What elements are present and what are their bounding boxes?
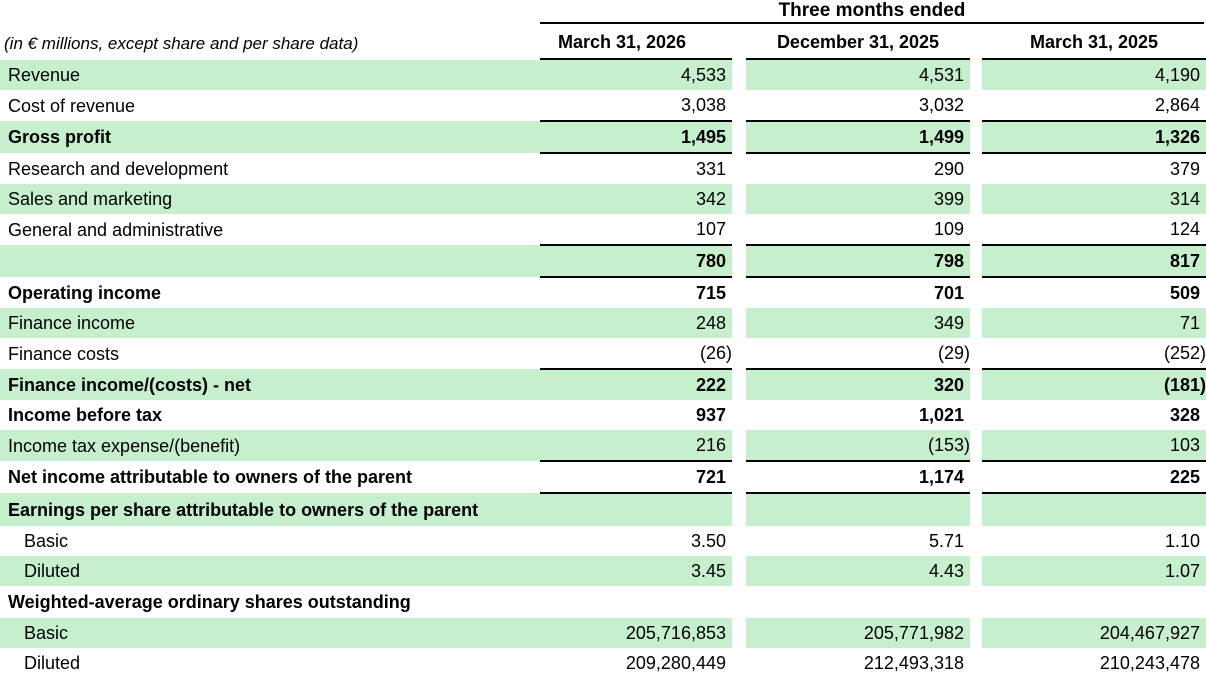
- value-cell: 210,243,478: [1099, 653, 1200, 673]
- value-cell: 342: [540, 184, 732, 214]
- row-label: Basic: [0, 618, 540, 648]
- value-cell: 3.45: [540, 556, 732, 586]
- table-row-general-administrative: [0, 214, 1206, 245]
- value-cell: 3,032: [746, 90, 970, 121]
- value-cell: 1.10: [1164, 531, 1200, 551]
- value-cell: 109: [746, 214, 970, 245]
- column-header-mar-2025: March 31, 2025: [1029, 32, 1159, 52]
- table-row-eps-basic: [0, 526, 1206, 556]
- section-heading: Earnings per share attributable to owners of the parent: [0, 493, 540, 526]
- value-cell: 509: [1169, 283, 1200, 303]
- value-cell: 4.43: [746, 556, 970, 586]
- value-cell: 222: [540, 369, 732, 400]
- value-cell: 124: [982, 214, 1206, 245]
- table-row-finance-costs: [0, 338, 1206, 369]
- value-cell: (29): [746, 338, 970, 369]
- row-label: Income tax expense/(benefit): [0, 430, 540, 461]
- value-cell: 721: [540, 461, 732, 493]
- value-cell: 3,038: [540, 90, 732, 121]
- units-label: (in € millions, except share and per share data): [4, 34, 359, 53]
- row-label: [0, 245, 540, 277]
- value-cell: 204,467,927: [982, 618, 1206, 648]
- row-label: Revenue: [0, 60, 540, 90]
- row-label: Sales and marketing: [0, 184, 540, 214]
- value-cell: 328: [1169, 405, 1200, 425]
- value-cell: 2,864: [982, 90, 1206, 121]
- value-cell: 225: [982, 461, 1206, 493]
- value-cell: 103: [982, 430, 1206, 461]
- value-cell: 4,531: [746, 60, 970, 90]
- value-cell: 205,771,982: [746, 618, 970, 648]
- row-label: Diluted: [0, 556, 540, 586]
- value-cell: (252): [982, 338, 1206, 369]
- table-row-eps-heading: [0, 493, 1206, 526]
- table-row-research-development: [0, 153, 1206, 184]
- value-cell: 107: [540, 214, 732, 245]
- value-cell: 715: [695, 283, 726, 303]
- value-cell: 701: [933, 283, 964, 303]
- row-label: Basic: [24, 531, 69, 551]
- value-cell: 1,021: [918, 405, 964, 425]
- value-cell: 205,716,853: [540, 618, 732, 648]
- column-header-dec-2025: December 31, 2025: [776, 32, 940, 52]
- header-row: [0, 28, 1206, 58]
- table-row-shares-diluted: [0, 648, 1206, 678]
- value-cell: 399: [746, 184, 970, 214]
- row-label: Finance income: [0, 308, 540, 338]
- table-row-revenue: [0, 60, 1206, 90]
- section-heading: Weighted-average ordinary shares outstanding: [8, 592, 411, 612]
- value-cell: 1,495: [540, 121, 732, 153]
- value-cell: 290: [933, 159, 964, 179]
- row-label: Income before tax: [8, 405, 163, 425]
- table-row-net-income: [0, 461, 1206, 493]
- value-cell: 1.07: [982, 556, 1206, 586]
- value-cell: 780: [540, 245, 732, 277]
- table-row-sales-marketing: [0, 184, 1206, 214]
- row-label: Research and development: [8, 158, 229, 179]
- value-cell: 798: [746, 245, 970, 277]
- value-cell: 212,493,318: [863, 653, 964, 673]
- value-cell: 817: [982, 245, 1206, 277]
- value-cell: 379: [1169, 159, 1200, 179]
- value-cell: 937: [695, 405, 726, 425]
- value-cell: 320: [746, 369, 970, 400]
- value-cell: 331: [695, 159, 726, 179]
- value-cell: 216: [540, 430, 732, 461]
- value-cell: 1,499: [746, 121, 970, 153]
- value-cell: 3.50: [690, 531, 726, 551]
- value-cell: 248: [540, 308, 732, 338]
- table-row-finance-net: [0, 369, 1206, 400]
- row-label: Finance costs: [8, 343, 120, 364]
- table-row-income-tax: [0, 430, 1206, 461]
- income-statement-table: [0, 60, 1206, 678]
- row-label: General and administrative: [8, 219, 224, 240]
- table-row-operating-income: [0, 277, 1206, 308]
- table-row-shares-heading: [0, 586, 1206, 618]
- table-row-gross-profit: [0, 121, 1206, 153]
- value-cell: 4,190: [982, 60, 1206, 90]
- column-group-title: Three months ended: [540, 0, 1204, 24]
- table-row-eps-diluted: [0, 556, 1206, 586]
- table-row-shares-basic: [0, 618, 1206, 648]
- table-row-income-before-tax: [0, 400, 1206, 430]
- value-cell: 209,280,449: [625, 653, 726, 673]
- row-label: Finance income/(costs) - net: [0, 369, 540, 400]
- value-cell: 71: [982, 308, 1206, 338]
- row-label: Gross profit: [0, 121, 540, 153]
- value-cell: 349: [746, 308, 970, 338]
- value-cell: (26): [540, 338, 732, 369]
- row-label: Net income attributable to owners of the parent: [8, 467, 413, 487]
- column-header-mar-2026: March 31, 2026: [557, 32, 687, 52]
- value-cell: 1,326: [982, 121, 1206, 153]
- table-row-cost-of-revenue: [0, 90, 1206, 121]
- table-row-operating-expenses-total: [0, 245, 1206, 277]
- table-row-finance-income: [0, 308, 1206, 338]
- value-cell: (181): [982, 369, 1206, 400]
- value-cell: 1,174: [746, 461, 970, 493]
- value-cell: 314: [982, 184, 1206, 214]
- row-label: Diluted: [24, 653, 81, 673]
- value-cell: (153): [746, 430, 970, 461]
- row-label: Operating income: [8, 282, 162, 303]
- value-cell: 4,533: [540, 60, 732, 90]
- row-label: Cost of revenue: [8, 95, 136, 116]
- value-cell: 5.71: [928, 531, 964, 551]
